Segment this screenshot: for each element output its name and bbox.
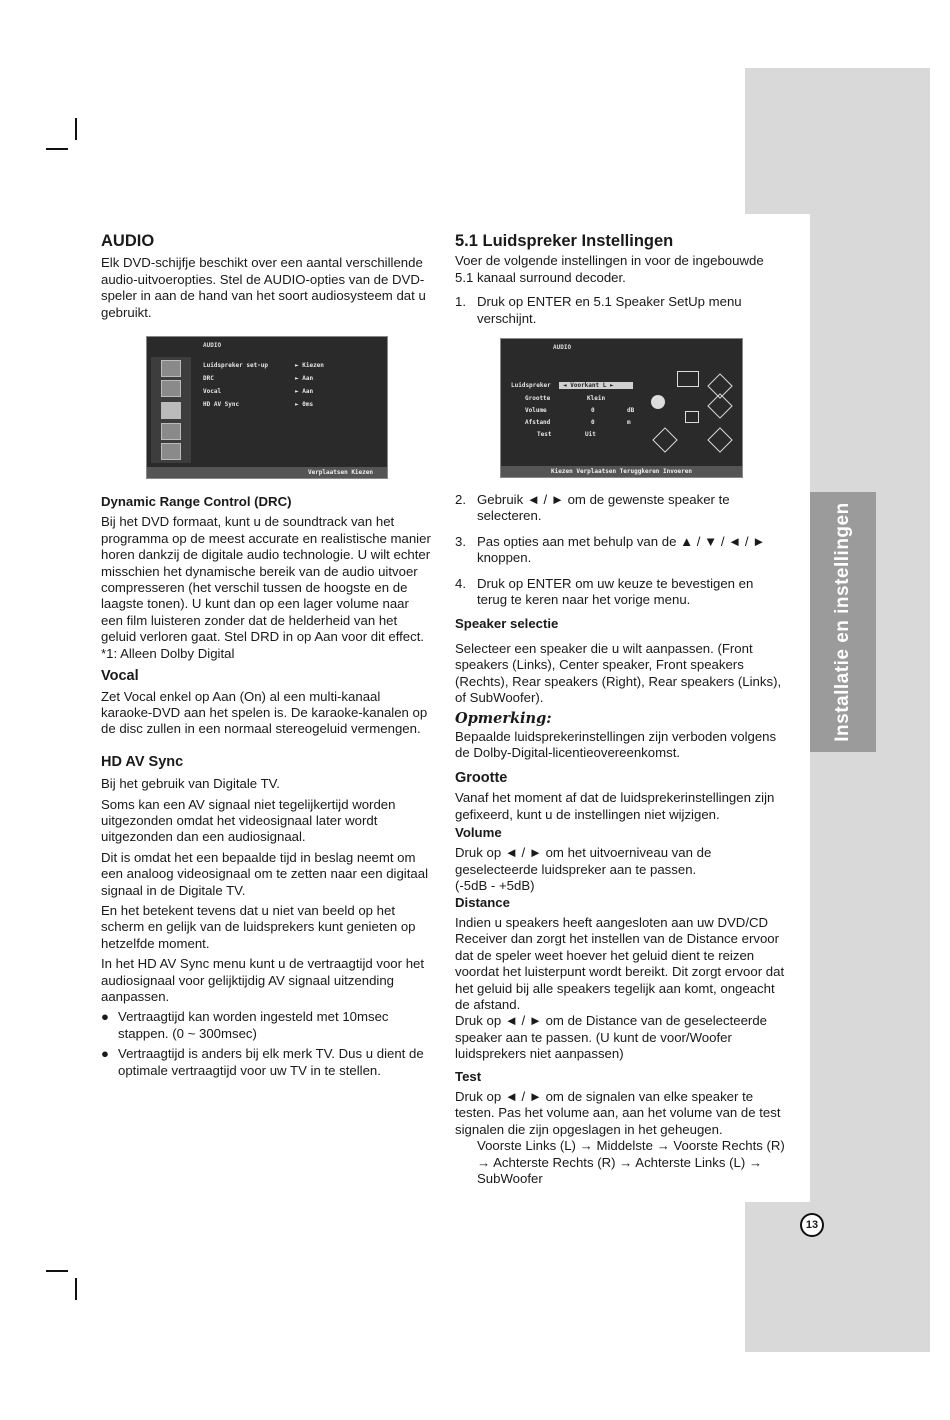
test-heading: Test — [455, 1068, 482, 1084]
language-icon — [161, 360, 181, 377]
audio-intro: Elk DVD-schijfje beschikt over een aantal verschillende audio-uitvoeropties. Stel de AUDIO-opties van de DVD-speler in aan de hand van het soort audiosysteem dat u gebruikt. — [101, 255, 426, 320]
note-text: Bepaalde luidsprekerinstellingen zijn verboden volgens de Dolby-Digital-licentieovereenkomst. — [455, 728, 777, 761]
setup-row-unit: dB — [627, 407, 635, 414]
setup-row-value: 0 — [591, 419, 595, 426]
speaker-selection-text: Selecteer een speaker die u wilt aanpassen. (Front speakers (Links), Center speaker, Front speakers (Rechts), Rear speakers (Right), Rear speakers (Links), of SubWoofer). — [455, 640, 782, 706]
setup-row-label: Test — [537, 431, 552, 438]
listener-icon — [651, 395, 665, 409]
menu-row-value: ► 0ms — [295, 401, 314, 408]
drc-note: *1: Alleen Dolby Digital — [101, 645, 235, 661]
crop-mark — [75, 118, 77, 140]
setup-row-value: 0 — [591, 407, 595, 414]
hdav-bullets — [101, 1009, 434, 1079]
subwoofer-icon — [685, 411, 699, 423]
menu-row: DRC — [203, 375, 214, 382]
crop-mark — [75, 1278, 77, 1300]
audio-heading: AUDIO — [101, 232, 155, 250]
menu-row-value: ► Kiezen — [295, 362, 324, 369]
note-heading: Opmerking: — [455, 709, 552, 727]
margin-shade-bottom — [745, 1202, 930, 1352]
list-item: 4. Druk op ENTER om uw keuze te bevestigen en terug te keren naar het vorige menu. — [455, 575, 754, 608]
vocal-heading: Vocal — [101, 668, 139, 685]
menu-row: Vocal — [203, 388, 222, 395]
crop-mark — [46, 148, 68, 150]
audio-icon — [161, 402, 181, 419]
lock-icon — [161, 423, 181, 440]
list-item: 2. Gebruik ◄ / ► om de gewenste speaker te selecteren. — [455, 492, 730, 524]
test-text: Druk op ◄ / ► om de signalen van elke speaker te testen. Pas het volume aan, aan het volume van de test signalen die zijn opgeslagen in het geheugen. — [455, 1089, 781, 1137]
vocal-text: Zet Vocal enkel op Aan (On) al een multi-kanaal karaoke-DVD aan het spelen is. De karaoke-kanalen op de disc zullen in een normaal stereogeluid vermengen. — [101, 688, 428, 737]
list-item: 3. Pas opties aan met behulp van de ▲ / ▼ / ◄ / ► knoppen. — [455, 533, 766, 566]
step1-list — [455, 294, 785, 327]
setup-row-label: Afstand — [525, 419, 551, 426]
menu-row-value: ► Aan — [295, 375, 314, 382]
distance-text-1: Indien u speakers heeft aangesloten aan uw DVD/CD Receiver dan zorgt het instellen van de Distance ervoor dat de speler weet hoever het geluid dient te reizen voordat het luisterpunt wordt bereikt. Dit zorgt ervoor dat het geluid bij alle speakers tegelijk aan komt, ongeacht de afstand. — [455, 914, 785, 1012]
list-item: 1. Druk op ENTER en 5.1 Speaker SetUp menu verschijnt. — [455, 294, 742, 326]
margin-shade-top — [745, 68, 930, 214]
menu-row: HD AV Sync — [203, 401, 240, 408]
speaker-setup-intro: Voer de volgende instellingen in voor de ingebouwde 5.1 kanaal surround decoder. — [455, 253, 764, 285]
speaker-icon — [707, 393, 732, 418]
hdav-p5: In het HD AV Sync menu kunt u de vertraagtijd voor het audiosignaal voor gelijktijdig AV signaal uitzending aanpassen. — [101, 956, 425, 1004]
speaker-icon — [652, 427, 677, 452]
hdav-p4: En het betekent tevens dat u niet van beeld op het scherm en gelijk van de luidsprekers kunt genieten op hetzelfde moment. — [101, 902, 416, 951]
volume-range: (-5dB - +5dB) — [455, 878, 535, 894]
volume-text: Druk op ◄ / ► om het uitvoerniveau van de geselecteerde luidspreker aan te passen. — [455, 845, 712, 877]
list-item: ● Vertraagtijd kan worden ingesteld met 10msec stappen. (0 ~ 300msec) — [101, 1009, 389, 1041]
setup-row-unit: m — [627, 419, 631, 426]
screen-title: AUDIO — [203, 342, 222, 349]
drc-text: Bij het DVD formaat, kunt u de soundtrack van het programma op de meest accurate en realistische manier horen dankzij de digitale audio technologie. U wilt echter misschien het dynamische bereik van de audio uitvoer compresseren (het verschil tussen de hoogste en de laagste tonen). U kunt dan op een lager volume naar een film luisteren zonder dat de helderheid van het geluid verloren gaat. Stel DRD in op Aan voor dit effect. — [101, 514, 431, 645]
setup-row-label: Volume — [525, 407, 547, 414]
drc-heading: Dynamic Range Control (DRC) — [101, 494, 292, 510]
audio-menu-screenshot — [146, 336, 388, 479]
setup-row-value: Uit — [585, 431, 596, 438]
screen-title: AUDIO — [553, 344, 572, 351]
screen-footer: Kiezen Verplaatsen Teruggkeren Invoeren — [501, 466, 742, 477]
page-number: 13 — [800, 1213, 824, 1237]
list-item: ● Vertraagtijd is anders bij elk merk TV. Dus u dient de optimale vertraagtijd voor uw TV in te stellen. — [101, 1046, 424, 1078]
section-tab-label: Installatie en instellingen — [832, 502, 853, 742]
display-icon — [161, 380, 181, 397]
hdav-p3: Dit is omdat het een bepaalde tijd in beslag neemt om een analoog videosignaal om te zetten naar een digitaal signaal in de Digitale TV. — [101, 849, 428, 898]
menu-row: Luidspreker set-up — [203, 362, 269, 369]
test-sequence: Voorste Links (L) → Middelste → Voorste Rechts (R) → Achterste Rechts (R) → Achterste Links (L) → SubWoofer — [477, 1138, 785, 1187]
setup-row-label: Luidspreker — [511, 382, 551, 389]
crop-mark — [46, 1270, 68, 1272]
setup-row-value: ◄ Voorkant L ► — [563, 382, 614, 389]
volume-heading: Volume — [455, 824, 502, 840]
speaker-icon — [707, 427, 732, 452]
distance-heading: Distance — [455, 894, 510, 910]
distance-text-2: Druk op ◄ / ► om de Distance van de geselecteerde speaker aan te passen. (U kunt de voor/Woofer luidsprekers niet aanpassen) — [455, 1013, 767, 1062]
tv-icon — [677, 371, 699, 387]
menu-row-value: ► Aan — [295, 388, 314, 395]
menu-icon-strip — [151, 357, 191, 463]
grootte-text: Vanaf het moment af dat de luidsprekerinstellingen zijn gefixeerd, kunt u de instellingen niet wijzigen. — [455, 790, 775, 822]
screen-footer: Verplaatsen Kiezen — [147, 467, 387, 478]
hdav-heading: HD AV Sync — [101, 753, 184, 770]
others-icon — [161, 443, 181, 460]
steps-list — [455, 492, 785, 608]
grootte-heading: Grootte — [455, 769, 508, 786]
speaker-setup-heading: 5.1 Luidspreker Instellingen — [455, 232, 674, 250]
setup-row-label: Grootte — [525, 395, 551, 402]
speaker-selection-heading: Speaker selectie — [455, 616, 559, 632]
hdav-p1: Bij het gebruik van Digitale TV. — [101, 776, 280, 792]
hdav-p2: Soms kan een AV signaal niet tegelijkertijd worden uitgezonden omdat het videosignaal later wordt uitgezonden dan een audiosignaal. — [101, 796, 396, 845]
setup-row-value: Klein — [587, 395, 606, 402]
speaker-setup-screenshot — [500, 338, 743, 478]
